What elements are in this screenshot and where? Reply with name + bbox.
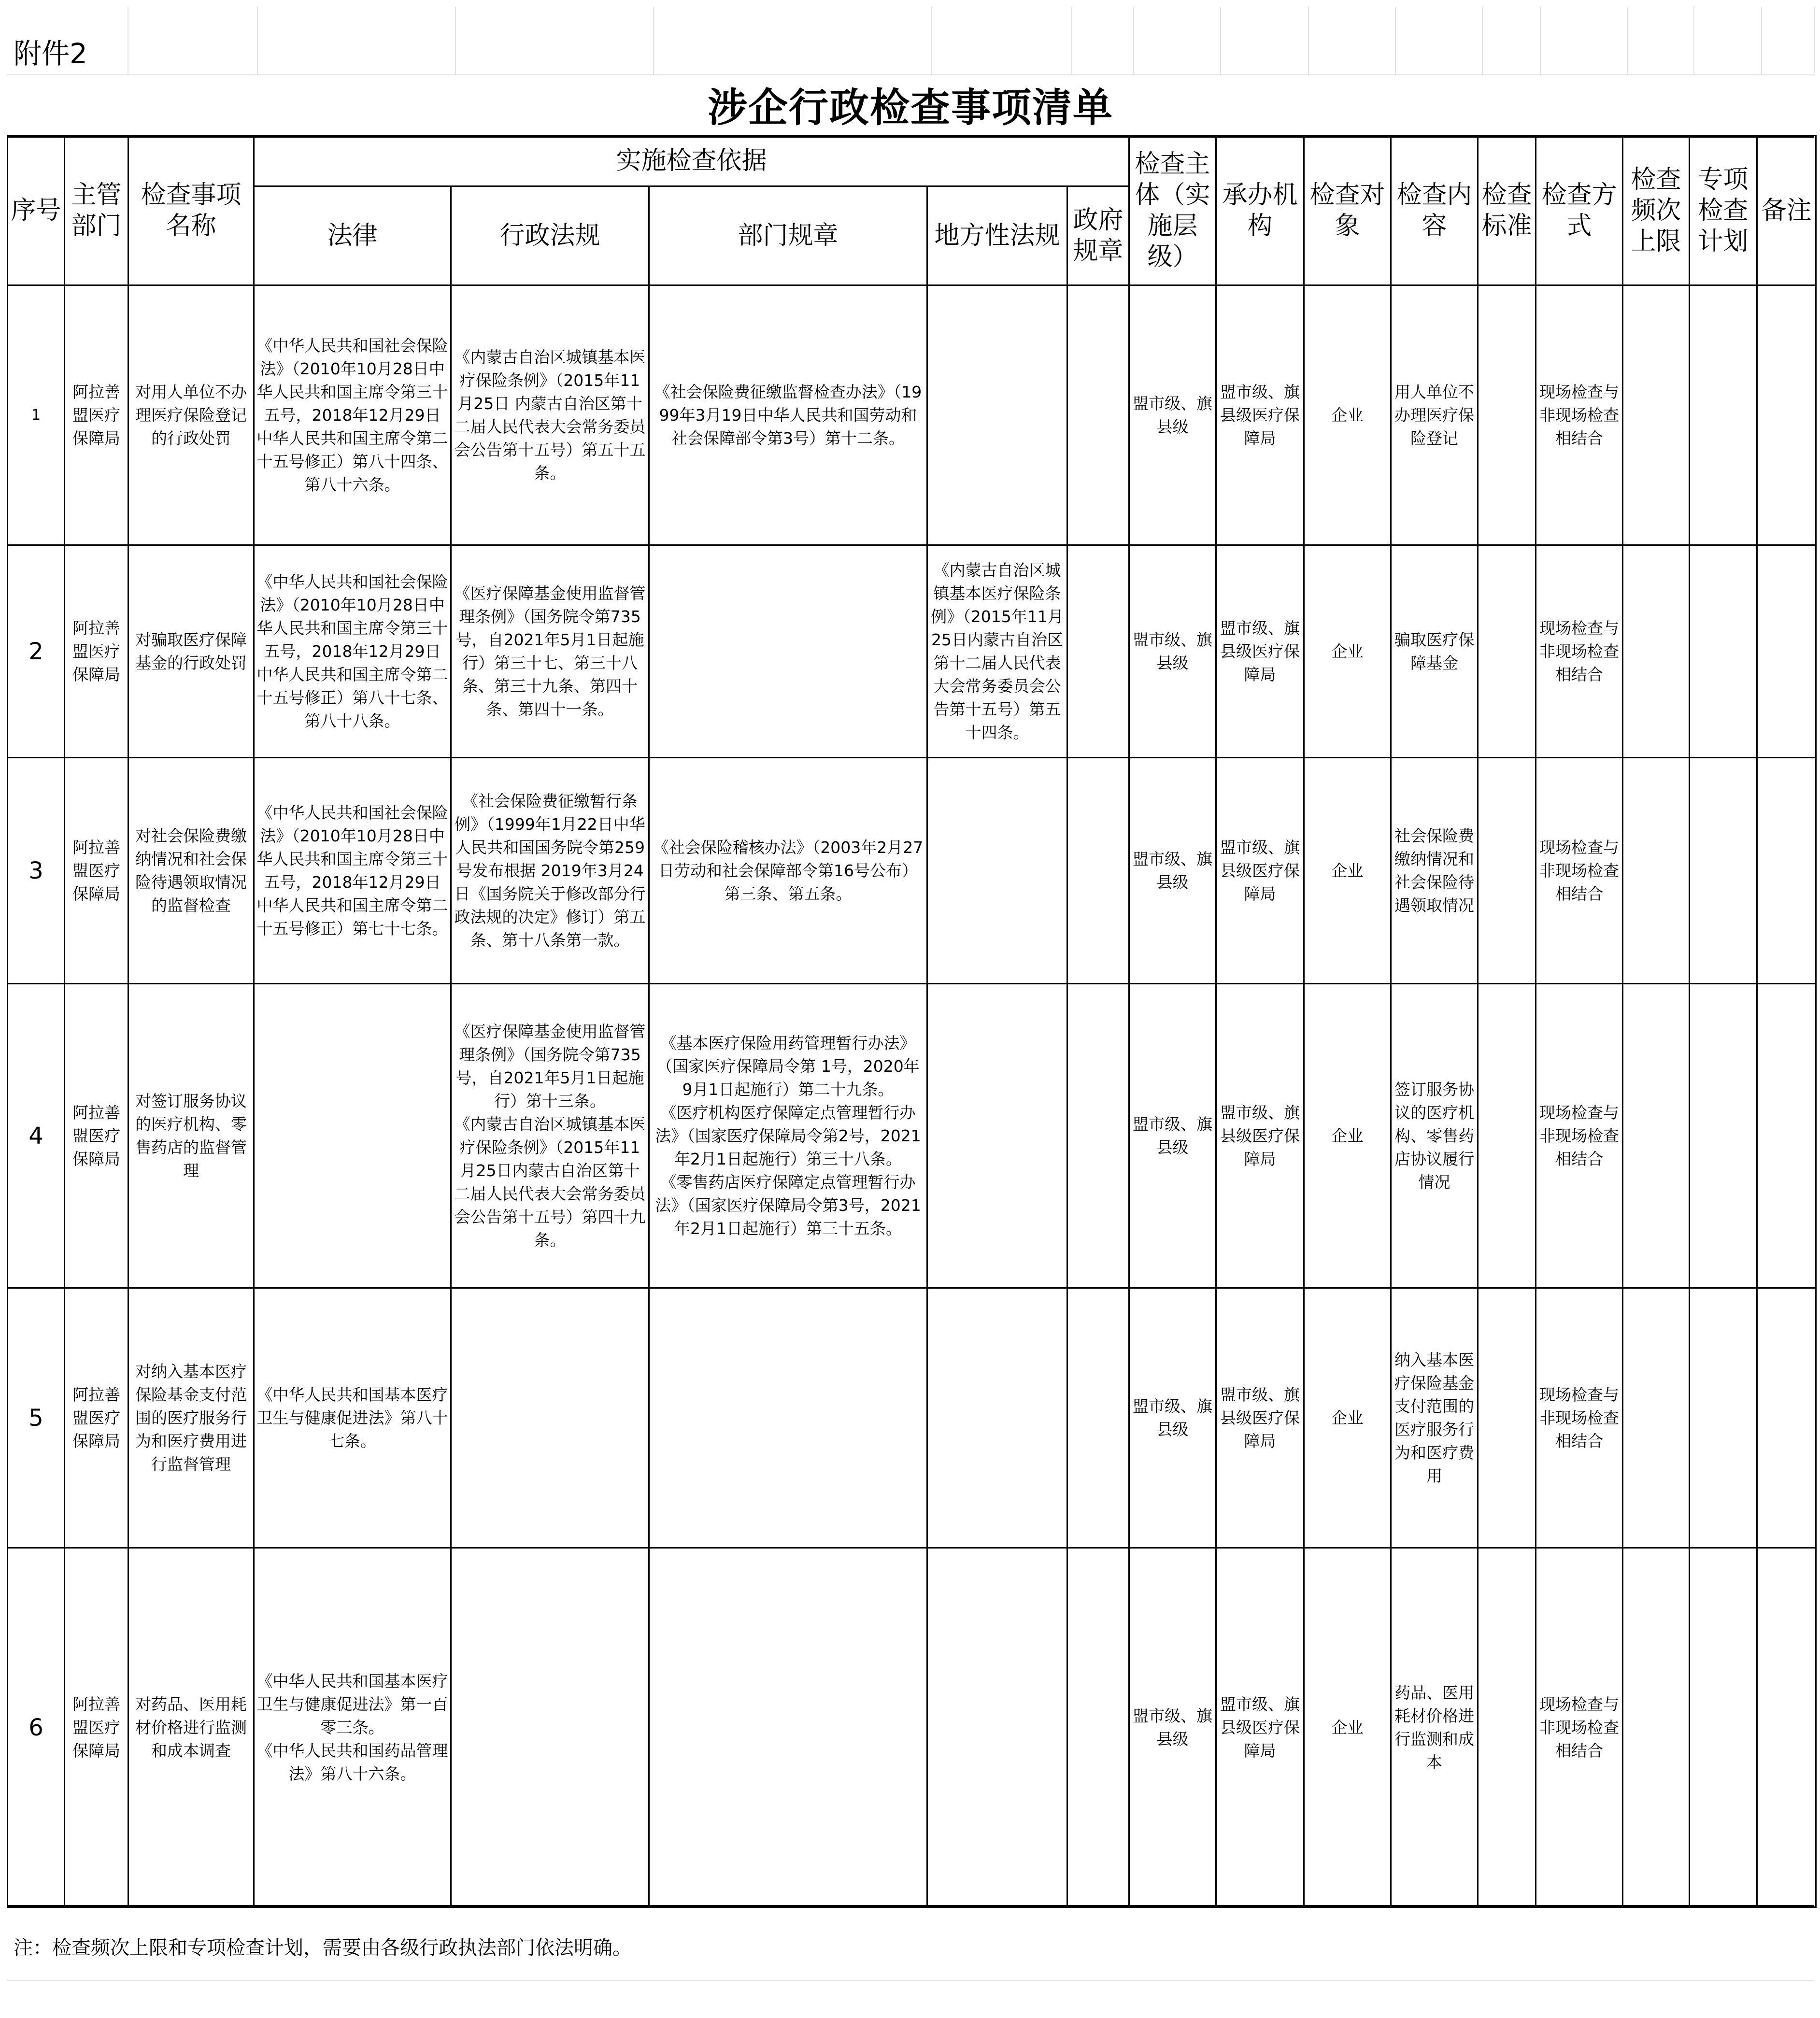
row-agency: 盟市级、旗县级医疗保障局 — [1216, 285, 1304, 545]
table-row — [8, 285, 1816, 545]
row-method: 现场检查与非现场检查相结合 — [1536, 285, 1623, 545]
page-title: 涉企行政检查事项清单 — [707, 85, 1113, 131]
header-target: 检查对象 — [1304, 136, 1391, 285]
header-standard: 检查标准 — [1478, 136, 1536, 285]
row-item-name: 对药品、医用耗材价格进行监测和成本调查 — [128, 1548, 254, 1907]
row-remark — [1757, 758, 1816, 984]
row-freq — [1623, 545, 1690, 758]
row-agency: 盟市级、旗县级医疗保障局 — [1216, 1548, 1304, 1907]
grid-cell — [1308, 7, 1396, 74]
row-agency: 盟市级、旗县级医疗保障局 — [1216, 1288, 1304, 1548]
grid-cell — [1133, 7, 1221, 74]
row-local-reg — [927, 1548, 1067, 1907]
row-plan — [1690, 1288, 1757, 1548]
row-method: 现场检查与非现场检查相结合 — [1536, 545, 1623, 758]
row-gov-rule — [1067, 1288, 1129, 1548]
basis-item: 《内蒙古自治区城镇基本医疗保险条例》（2015年11月25日内蒙古自治区第十二届人民代表大会常务委员会公告第十五号）第四十九条。 — [454, 1114, 646, 1250]
row-dept-rule: 《社会保险费征缴监督检查办法》（1999年3月19日中华人民共和国劳动和社会保障部令第3号）第十二条。 — [649, 285, 927, 545]
row-law: 《中华人民共和国社会保险法》（2010年10月28日中华人民共和国主席令第三十五号，2018年12月29日中华人民共和国主席令第二十五号修正）第八十四条、第八十六条。 — [254, 285, 451, 545]
header-plan: 专项检查计划 — [1690, 136, 1757, 285]
grid-cell — [1761, 7, 1815, 74]
table-body — [8, 285, 1816, 1907]
row-plan — [1690, 545, 1757, 758]
inspection-table — [7, 135, 1817, 1908]
row-local-reg — [927, 758, 1067, 984]
row-seq: 2 — [8, 545, 65, 758]
row-gov-rule — [1067, 984, 1129, 1288]
row-target: 企业 — [1304, 758, 1391, 984]
row-plan — [1690, 285, 1757, 545]
row-dept-rule — [649, 545, 927, 758]
attachment-label: 附件2 — [14, 37, 87, 70]
row-admin-reg — [451, 1548, 649, 1907]
grid-cell — [1693, 7, 1762, 74]
row-method: 现场检查与非现场检查相结合 — [1536, 1288, 1623, 1548]
header-remark: 备注 — [1757, 136, 1816, 285]
header-method: 检查方式 — [1536, 136, 1623, 285]
header-agency: 承办机构 — [1216, 136, 1304, 285]
grid-cell — [1482, 7, 1541, 74]
header-subject: 检查主体（实施层级） — [1129, 136, 1216, 285]
row-item-name: 对用人单位不办理医疗保险登记的行政处罚 — [128, 285, 254, 545]
row-target: 企业 — [1304, 545, 1391, 758]
row-dept-rule — [649, 1288, 927, 1548]
row-seq: 5 — [8, 1288, 65, 1548]
row-content: 用人单位不办理医疗保险登记 — [1391, 285, 1478, 545]
row-target: 企业 — [1304, 984, 1391, 1288]
header-basis-group: 实施检查依据 — [254, 136, 1129, 186]
row-target: 企业 — [1304, 1548, 1391, 1907]
grid-cell — [1395, 7, 1483, 74]
table-row — [8, 1548, 1816, 1907]
table-row — [8, 758, 1816, 984]
row-subject: 盟市级、旗县级 — [1129, 1288, 1216, 1548]
note-row — [7, 1905, 1814, 1981]
row-agency: 盟市级、旗县级医疗保障局 — [1216, 984, 1304, 1288]
row-seq: 4 — [8, 984, 65, 1288]
header-law: 法律 — [254, 186, 451, 285]
row-local-reg — [927, 1288, 1067, 1548]
row-content: 社会保险费缴纳情况和社会保险待遇领取情况 — [1391, 758, 1478, 984]
row-item-name: 对纳入基本医疗保险基金支付范围的医疗服务行为和医疗费用进行监督管理 — [128, 1288, 254, 1548]
spreadsheet-sheet — [7, 7, 1814, 1959]
basis-item: 《中华人民共和国基本医疗卫生与健康促进法》第一百零三条。 — [256, 1671, 448, 1737]
row-method: 现场检查与非现场检查相结合 — [1536, 984, 1623, 1288]
row-freq — [1623, 285, 1690, 545]
row-dept-rule: 《社会保险稽核办法》（2003年2月27日劳动和社会保障部令第16号公布）第三条、第五条。 — [649, 758, 927, 984]
row-content: 签订服务协议的医疗机构、零售药店协议履行情况 — [1391, 984, 1478, 1288]
header-item-name: 检查事项名称 — [128, 136, 254, 285]
basis-item: 《中华人民共和国药品管理法》第八十六条。 — [256, 1741, 448, 1783]
row-remark — [1757, 545, 1816, 758]
grid-cell — [1540, 7, 1628, 74]
row-freq — [1623, 984, 1690, 1288]
table-row — [8, 984, 1816, 1288]
title-bar — [7, 79, 1814, 138]
row-standard — [1478, 545, 1536, 758]
row-admin-reg — [451, 984, 649, 1288]
row-law: 《中华人民共和国社会保险法》（2010年10月28日中华人民共和国主席令第三十五号，2018年12月29日中华人民共和国主席令第二十五号修正）第八十七条、第八十八条。 — [254, 545, 451, 758]
row-dept-rule — [649, 1548, 927, 1907]
row-standard — [1478, 758, 1536, 984]
grid-cell — [1220, 7, 1309, 74]
row-agency: 盟市级、旗县级医疗保障局 — [1216, 545, 1304, 758]
table-row — [8, 545, 1816, 758]
row-item-name: 对签订服务协议的医疗机构、零售药店的监督管理 — [128, 984, 254, 1288]
row-seq: 6 — [8, 1548, 65, 1907]
row-gov-rule — [1067, 285, 1129, 545]
header-content: 检查内容 — [1391, 136, 1478, 285]
grid-cell — [455, 7, 654, 74]
row-target: 企业 — [1304, 285, 1391, 545]
row-subject: 盟市级、旗县级 — [1129, 545, 1216, 758]
row-dept: 阿拉善盟医疗保障局 — [65, 1288, 128, 1548]
row-content: 骗取医疗保障基金 — [1391, 545, 1478, 758]
header-dept-rule: 部门规章 — [649, 186, 927, 285]
row-dept-rule — [649, 984, 927, 1288]
row-dept: 阿拉善盟医疗保障局 — [65, 984, 128, 1288]
row-freq — [1623, 758, 1690, 984]
header-gov-rule: 政府规章 — [1067, 186, 1129, 285]
grid-cell — [257, 7, 456, 74]
row-method: 现场检查与非现场检查相结合 — [1536, 758, 1623, 984]
row-admin-reg: 《医疗保障基金使用监督管理条例》（国务院令第735号，自2021年5月1日起施行）第三十七、第三十八条、第三十九条、第四十条、第四十一条。 — [451, 545, 649, 758]
row-admin-reg — [451, 1288, 649, 1548]
row-standard — [1478, 984, 1536, 1288]
row-plan — [1690, 1548, 1757, 1907]
row-gov-rule — [1067, 758, 1129, 984]
row-freq — [1623, 1288, 1690, 1548]
row-seq: 3 — [8, 758, 65, 984]
row-standard — [1478, 1548, 1536, 1907]
row-law: 《中华人民共和国基本医疗卫生与健康促进法》第八十七条。 — [254, 1288, 451, 1548]
row-target: 企业 — [1304, 1288, 1391, 1548]
basis-item: 《医疗保障基金使用监督管理条例》（国务院令第735号，自2021年5月1日起施行）第十三条。 — [454, 1022, 646, 1110]
row-subject: 盟市级、旗县级 — [1129, 285, 1216, 545]
row-item-name: 对骗取医疗保障基金的行政处罚 — [128, 545, 254, 758]
grid-cell — [1627, 7, 1694, 74]
grid-row-1 — [7, 7, 1814, 75]
grid-cell — [128, 7, 258, 74]
header-seq: 序号 — [8, 136, 65, 285]
grid-cell — [1071, 7, 1134, 74]
header-local-reg: 地方性法规 — [927, 186, 1067, 285]
row-remark — [1757, 285, 1816, 545]
footnote: 注：检查频次上限和专项检查计划，需要由各级行政执法部门依法明确。 — [14, 1937, 632, 1959]
row-local-reg — [927, 984, 1067, 1288]
row-content: 药品、医用耗材价格进行监测和成本 — [1391, 1548, 1478, 1907]
row-gov-rule — [1067, 545, 1129, 758]
grid-cell — [931, 7, 1072, 74]
row-seq: 1 — [8, 285, 65, 545]
row-law — [254, 1548, 451, 1907]
table-row — [8, 1288, 1816, 1548]
basis-item: 《零售药店医疗保障定点管理暂行办法》（国家医疗保障局令第3号，2021年2月1日起施行）第三十五条。 — [655, 1172, 921, 1238]
basis-item: 《医疗机构医疗保障定点管理暂行办法》（国家医疗保障局令第2号，2021年2月1日起施行）第三十八条。 — [655, 1103, 921, 1168]
row-local-reg: 《内蒙古自治区城镇基本医疗保险条例》（2015年11月25日内蒙古自治区第十二届人民代表大会常务委员会公告第十五号）第五十四条。 — [927, 545, 1067, 758]
row-freq — [1623, 1548, 1690, 1907]
basis-item: 《基本医疗保险用药管理暂行办法》（国家医疗保障局令第 1号，2020年9月1日起施行）第二十九条。 — [656, 1033, 920, 1099]
row-local-reg — [927, 285, 1067, 545]
row-plan — [1690, 984, 1757, 1288]
row-remark — [1757, 1288, 1816, 1548]
row-subject: 盟市级、旗县级 — [1129, 1548, 1216, 1907]
row-dept: 阿拉善盟医疗保障局 — [65, 285, 128, 545]
row-subject: 盟市级、旗县级 — [1129, 758, 1216, 984]
row-subject: 盟市级、旗县级 — [1129, 984, 1216, 1288]
row-plan — [1690, 758, 1757, 984]
row-remark — [1757, 1548, 1816, 1907]
row-standard — [1478, 1288, 1536, 1548]
row-dept: 阿拉善盟医疗保障局 — [65, 1548, 128, 1907]
row-dept: 阿拉善盟医疗保障局 — [65, 545, 128, 758]
row-admin-reg: 《社会保险费征缴暂行条例》（1999年1月22日中华人民共和国国务院令第259号发布根据 2019年3月24日《国务院关于修改部分行政法规的决定》修订）第五条、第十八条第一款。 — [451, 758, 649, 984]
row-admin-reg: 《内蒙古自治区城镇基本医疗保险条例》（2015年11月25日 内蒙古自治区第十二届人民代表大会常务委员会公告第十五号）第五十五条。 — [451, 285, 649, 545]
grid-cell — [653, 7, 932, 74]
row-item-name: 对社会保险费缴纳情况和社会保险待遇领取情况的监督检查 — [128, 758, 254, 984]
row-dept: 阿拉善盟医疗保障局 — [65, 758, 128, 984]
row-remark — [1757, 984, 1816, 1288]
header-dept: 主管部门 — [65, 136, 128, 285]
header-freq: 检查频次上限 — [1623, 136, 1690, 285]
row-law — [254, 984, 451, 1288]
row-standard — [1478, 285, 1536, 545]
header-admin-reg: 行政法规 — [451, 186, 649, 285]
row-law: 《中华人民共和国社会保险法》（2010年10月28日中华人民共和国主席令第三十五号，2018年12月29日中华人民共和国主席令第二十五号修正）第七十七条。 — [254, 758, 451, 984]
row-content: 纳入基本医疗保险基金支付范围的医疗服务行为和医疗费用 — [1391, 1288, 1478, 1548]
row-agency: 盟市级、旗县级医疗保障局 — [1216, 758, 1304, 984]
row-method: 现场检查与非现场检查相结合 — [1536, 1548, 1623, 1907]
row-gov-rule — [1067, 1548, 1129, 1907]
